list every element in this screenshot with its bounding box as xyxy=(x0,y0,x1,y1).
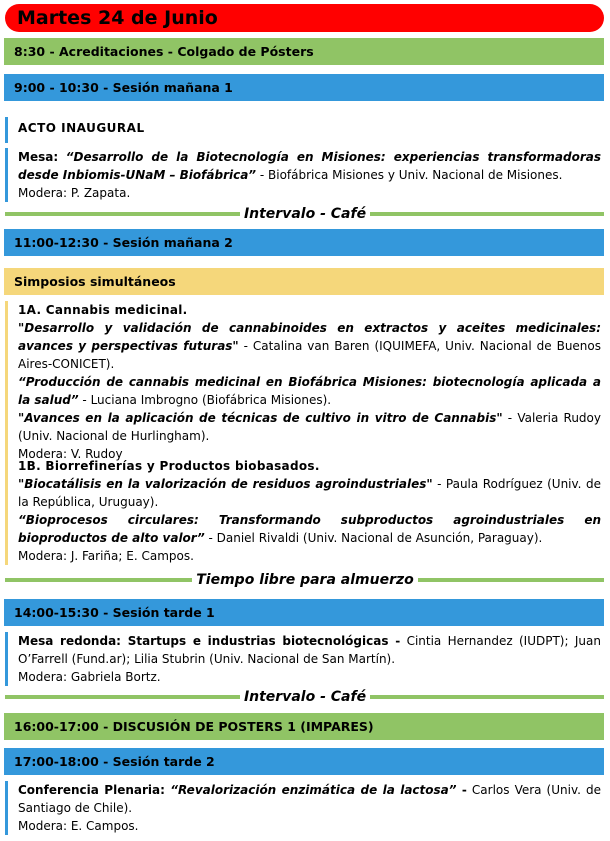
conferencia-block xyxy=(5,781,601,835)
s1b-moderator: Modera: J. Fariña; E. Campos. xyxy=(18,549,194,563)
mesa1-title: “Desarrollo de la Biotecnología en Misiones: experiencias transformadoras desde Inbiomis-UNaM – Biofábrica” xyxy=(18,150,601,182)
mesa-redonda-block xyxy=(5,632,601,686)
s1b-talk1: "Biocatálisis en la valorización de residuos agroindustriales" - Paula Rodríguez (Univ. de la República, Uruguay). xyxy=(18,477,601,509)
conferencia-text: Conferencia Plenaria: “Revalorización enzimática de la lactosa” - Carlos Vera (Univ. de Santiago de Chile). xyxy=(18,783,601,815)
slot-0830-header xyxy=(4,38,604,65)
slot-0830-label: 8:30 - Acreditaciones - Colgado de Pósters xyxy=(14,44,314,59)
s1a-talk1: "Desarrollo y validación de cannabinoides en extractos y aceites medicinales: avances y perspectivas futuras" - Catalina van Baren (IQUIMEFA, Univ. Nacional de Buenos Aires-CONICET). xyxy=(18,321,602,371)
s1a-moderator: Modera: V. Rudoy xyxy=(18,447,123,461)
acto-inaugural: ACTO INAUGURAL xyxy=(18,121,145,135)
mesa-redonda-moderator: Modera: Gabriela Bortz. xyxy=(18,670,161,684)
mesa1-prefix: Mesa: xyxy=(18,150,59,164)
s1a-talk2: “Producción de cannabis medicinal en Biofábrica Misiones: biotecnología aplicada a la salud” - Luciana Imbrogno (Biofábrica Misiones). xyxy=(18,375,601,407)
slot-0900-header xyxy=(4,74,604,101)
break2-label: Intervalo - Café xyxy=(0,689,610,705)
s1b-talk2: “Bioprocesos circulares: Transformando subproductos agroindustriales en bioproductos de alto valor” - Daniel Rivaldi (Univ. Nacional de Asunción, Paraguay). xyxy=(18,513,601,545)
simposios-label: Simposios simultáneos xyxy=(14,274,176,289)
mesa1-rest: - Biofábrica Misiones y Univ. Nacional de Misiones. xyxy=(256,168,563,182)
mesa1-text xyxy=(18,148,601,184)
slot-1100-header xyxy=(4,229,604,256)
slot-1400-label: 14:00-15:30 - Sesión tarde 1 xyxy=(14,605,215,620)
slot-1700-label: 17:00-18:00 - Sesión tarde 2 xyxy=(14,754,215,769)
slot-1100-label: 11:00-12:30 - Sesión mañana 2 xyxy=(14,235,233,250)
conferencia-moderator: Modera: E. Campos. xyxy=(18,819,139,833)
slot-0900-label: 9:00 - 10:30 - Sesión mañana 1 xyxy=(14,80,233,95)
s1a-talk3: "Avances en la aplicación de técnicas de cultivo in vitro de Cannabis" - Valeria Rudoy (Univ. Nacional de Hurlingham). xyxy=(18,411,601,443)
day-title: Martes 24 de Junio xyxy=(5,4,604,32)
mesa1-block xyxy=(5,148,601,202)
s1a-block xyxy=(5,301,601,463)
break-lunch-label: Tiempo libre para almuerzo xyxy=(0,572,610,588)
mesa1-moderator: Modera: P. Zapata. xyxy=(18,186,131,200)
s1b-block xyxy=(5,457,601,565)
break1-label: Intervalo - Café xyxy=(0,206,610,222)
s1b-heading: 1B. Biorrefinerías y Productos biobasados. xyxy=(18,459,320,473)
mesa-redonda-text: Mesa redonda: Startups e industrias biotecnológicas - Cintia Hernandez (IUDPT); Juan O’Farrell (Fund.ar); Lilia Stubrin (Univ. Nacional de San Martín). xyxy=(18,634,601,666)
slot-1700-header xyxy=(4,748,604,775)
slot-1600-header xyxy=(4,713,604,740)
acto-inaugural-block xyxy=(5,117,601,143)
slot-1600-label: 16:00-17:00 - DISCUSIÓN DE POSTERS 1 (IMPARES) xyxy=(14,719,374,734)
simposios-header xyxy=(4,268,604,295)
s1a-heading: 1A. Cannabis medicinal. xyxy=(18,303,188,317)
slot-1400-header xyxy=(4,599,604,626)
